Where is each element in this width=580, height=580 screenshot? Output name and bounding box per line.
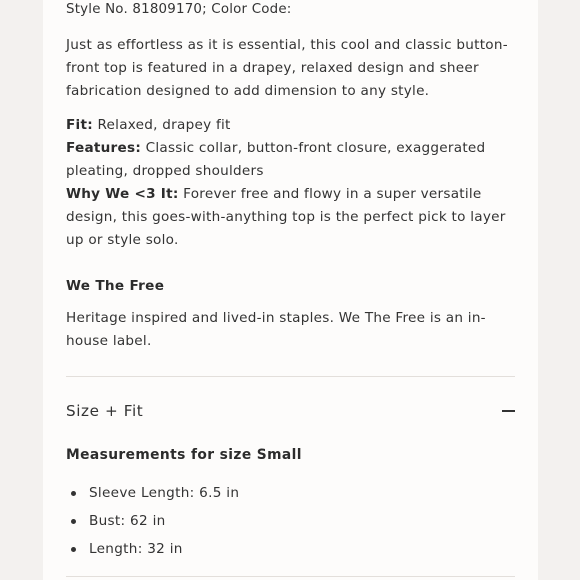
product-description: Just as effortless as it is essential, this cool and classic button-front top is featured in a drapey, relaxed design and sheer fabrication designed to add dimension to any style.: [66, 37, 508, 99]
section-divider-bottom: [66, 576, 515, 577]
list-item: Sleeve Length: 6.5 in: [66, 479, 515, 507]
brand-description: Heritage inspired and lived-in staples. We The Free is an in-house label.: [66, 310, 486, 349]
brand-title: We The Free: [66, 278, 165, 294]
detail-features-label: Features:: [66, 140, 142, 156]
detail-why-we-love-it-label: Why We <3 It:: [66, 186, 179, 202]
minus-icon[interactable]: [501, 404, 515, 418]
detail-why-we-love-it-text: Forever free and flowy in a super versatile design, this goes-with-anything top is the perfect pick to layer up or style solo.: [66, 186, 506, 248]
list-item: Length: 32 in: [66, 535, 515, 563]
detail-fit-text: Relaxed, drapey fit: [97, 117, 231, 133]
size-fit-accordion-header[interactable]: [66, 377, 515, 445]
product-details-list: [66, 114, 515, 252]
detail-fit: [66, 114, 515, 137]
detail-features-text: Classic collar, button-front closure, exaggerated pleating, dropped shoulders: [66, 140, 486, 179]
style-number: Style No. 81809170; Color Code:: [66, 2, 292, 17]
product-details-content: [66, 0, 515, 563]
detail-features: [66, 137, 515, 183]
product-details-panel: [43, 0, 538, 580]
measurements-title: Measurements for size Small: [66, 447, 302, 463]
detail-fit-label: Fit:: [66, 117, 93, 133]
list-item: Bust: 62 in: [66, 507, 515, 535]
measurements-list: [66, 479, 515, 563]
detail-why-we-love-it: [66, 183, 515, 252]
size-fit-title: Size + Fit: [66, 402, 144, 420]
